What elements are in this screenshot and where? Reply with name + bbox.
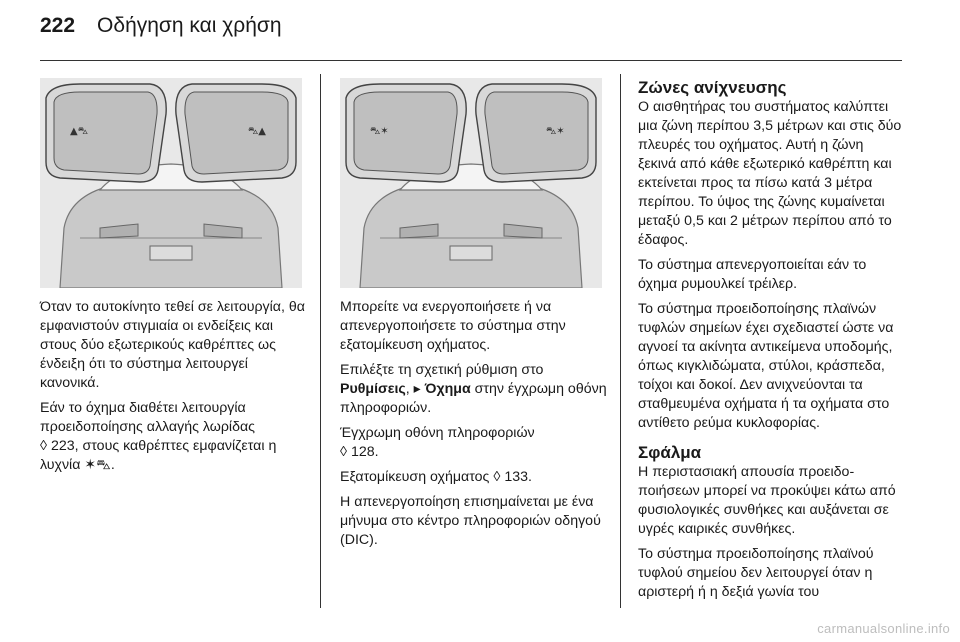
col3-paragraph-4: Η περιστασιακή απουσία προειδοποιήσεων μπορεί να προκύψει κάτω από φυσιολογικές συνθήκες και αυξάνεται σε υγρές καιρικές συνθήκες. — [638, 464, 896, 537]
heading-fault: Σφάλμα — [638, 443, 702, 462]
bullet-arrow-icon: ▸ — [413, 381, 421, 397]
heading-detection-zones: Ζώνες ανίχνευσης — [638, 78, 787, 97]
watermark: carmanualsonline.info — [817, 621, 950, 636]
col3-paragraph-5: Το σύστημα προειδοποίησης πλαϊνού τυφλού σημείου δεν λειτουργεί όταν η αριστερή ή η δεξιά γωνία του — [638, 546, 874, 600]
page-ref-link[interactable]: 223 — [50, 438, 75, 454]
figure-mirrors-car-1 — [40, 78, 302, 288]
page-ref-link[interactable]: 128 — [350, 444, 375, 460]
col1-paragraph-2: Εάν το όχημα διαθέτει λειτουργία προειδοποίησης αλλαγής λωρίδας ◊ 223, στους καθρέπτες εμφανίζεται η λυχνία ✶⛍. — [40, 400, 277, 473]
page-number: 222 — [40, 14, 76, 37]
column-1 — [40, 298, 308, 481]
col3-paragraph-1: Ο αισθητήρας του συστήματος καλύπτει μια ζώνη περίπου 3,5 μέτρων και στις δύο πλευρές του οχήματος. Αυτή η ζώνη ξεκινά από κάθε εξωτερικό καθρέπτη και εκτείνεται προς τα πίσω κατά 3 μέτρα περίπου. Το ύψος της ζώνης κυμαίνεται μεταξύ 0,5 και 2 μέτρων περίπου από το έδαφος. — [638, 99, 902, 248]
svg-text:⛍✶: ⛍✶ — [370, 126, 389, 137]
lane-warning-icon: ✶⛍ — [84, 457, 111, 473]
page-ref-link[interactable]: 133 — [504, 469, 528, 485]
col2-paragraph-5: Η απενεργοποίηση επισημαίνεται με ένα μήνυμα στο κέντρο πληροφοριών οδηγού (DIC). — [340, 494, 601, 548]
col2-paragraph-1: Μπορείτε να ενεργοποιήσετε ή να απενεργοποιήσετε το σύστημα στην εξατομίκευση οχήματος. — [340, 299, 566, 353]
svg-text:⛍✶: ⛍✶ — [546, 126, 565, 137]
vehicle-label: Όχημα — [424, 381, 471, 397]
settings-label: Ρυθμίσεις — [340, 381, 406, 397]
header-rule — [40, 60, 902, 61]
column-divider-1 — [320, 74, 321, 608]
figure-mirrors-car-2 — [340, 78, 602, 288]
col2-paragraph-4: Εξατομίκευση οχήματος ◊ 133. — [340, 469, 532, 485]
col2-paragraph-2: Επιλέξτε τη σχετική ρύθμιση στο Ρυθμίσεις, ▸ Όχημα στην έγχρωμη οθόνη πληροφοριών. — [340, 362, 607, 416]
column-divider-2 — [620, 74, 621, 608]
col1-paragraph-1: Όταν το αυτοκίνητο τεθεί σε λειτουργία, θα εμφανιστούν στιγμιαία οι ενδείξεις και στους δύο εξωτερικούς καθρέπτες ως ένδειξη ότι το σύστημα λειτουργεί κανονικά. — [40, 299, 305, 391]
ref-arrow-icon: ◊ — [340, 444, 348, 460]
svg-text:⛍▲: ⛍▲ — [248, 126, 267, 137]
svg-text:▲⛍: ▲⛍ — [70, 126, 89, 137]
column-3 — [638, 78, 904, 608]
page-title: Οδήγηση και χρήση — [97, 14, 282, 37]
col2-paragraph-3: Έγχρωμη οθόνη πληροφοριών ◊ 128. — [340, 425, 535, 460]
col3-paragraph-3: Το σύστημα προειδοποίησης πλαϊνών τυφλών σημείων έχει σχεδιαστεί ώστε να αγνοεί τα ακίνητα αντικείμενα υποδομής, όπως κιγκλιδώματα, στύλοι, κράσπεδα, τοίχοι και δοκοί. Δεν ανιχνεύονται τα σταθμευμένα οχήματα ή τα οχήματα στο αντίθετο ρεύμα κυκλοφορίας. — [638, 301, 894, 431]
column-2 — [340, 298, 608, 556]
col3-paragraph-2: Το σύστημα απενεργοποιείται εάν το όχημα ρυμουλκεί τρέιλερ. — [638, 257, 867, 292]
ref-arrow-icon: ◊ — [40, 438, 48, 454]
page-header — [40, 14, 282, 38]
ref-arrow-icon: ◊ — [493, 469, 501, 485]
